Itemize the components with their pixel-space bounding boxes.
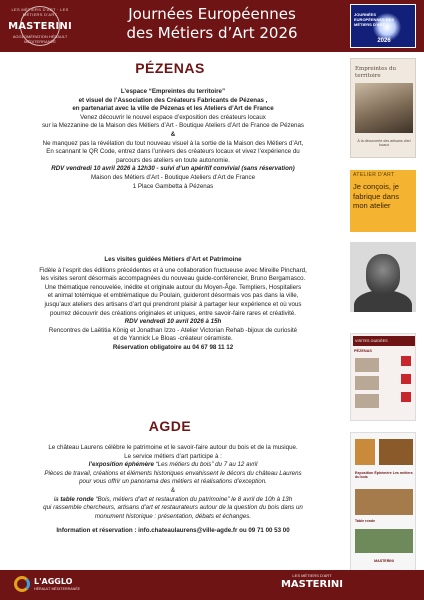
agde-poster-image — [350, 432, 416, 572]
table-ronde-detail: “Bois, métiers d’art et restauration du patrimoine” le 8 avril de 10h à 13h — [93, 495, 293, 503]
text-line: jusqu’aux ateliers des artisans d’art qui prendront plaisir à partager leur expérience et où vous — [44, 300, 302, 308]
agglo-swirl-icon — [14, 576, 30, 592]
agglo-logo — [14, 574, 94, 596]
brand-subtitle: AGGLOMÉRATION HÉRAULT MÉDITERRANÉE — [12, 34, 68, 44]
subsection-title: Les visites guidées Métiers d’Art et Patrimoine — [104, 256, 242, 263]
text-line: parcours des ateliers en toute autonomie. — [116, 156, 230, 164]
text-line — [6, 461, 340, 470]
footer-masterini-logo — [262, 573, 362, 592]
text-line: Fidèle à l’esprit des éditions précédentes et à une collaboration fructueuse avec Mireille Pinchard, — [39, 266, 307, 274]
visites-guidees-text — [6, 256, 340, 353]
footer-banner — [0, 570, 424, 600]
address-line: 1 Place Gambetta à Pézenas — [132, 182, 214, 190]
jema-logo-date: 2026 — [377, 38, 391, 44]
book-cover-image — [350, 58, 416, 158]
text-line: les visites seront désormais accompagnées du nouveau guide-conférencier, Bruno Bergamasco. — [40, 275, 306, 283]
masterini-logo — [6, 6, 74, 46]
atelier-d-art-visual — [350, 170, 416, 232]
text-line: Ne manquez pas la révélation du tout nouveau visuel à la sortie de la Maison des Métiers d’Art, — [42, 139, 304, 147]
brochure-thumbnail — [355, 394, 379, 408]
rdv-line: RDV vendredi 10 avril 2026 à 15h — [124, 318, 222, 326]
text-line: En scannant le QR Code, entrez dans l’univers des créateurs locaux et vivez l’expérience du — [46, 148, 300, 156]
text-line: et de Yannick Le Bloas -créateur céramiste. — [113, 335, 233, 343]
brochure-date-tag — [401, 392, 411, 402]
text-line: sur la Mezzanine de la Maison des Métiers d’Art - Boutique Ateliers d’Art de France de Pézenas — [41, 122, 305, 130]
text-line: Venez découvrir le nouvel espace d’exposition des créateurs locaux — [80, 113, 266, 121]
text-line: pourrez découvrir des créations originales et uniques, entre savoir-faire rares et créativité. — [50, 309, 296, 317]
poster-brand: MASTERINI — [374, 559, 394, 563]
section-title-pezenas: PÉZENAS — [135, 60, 205, 76]
jema-logo-text: JOURNÉES EUROPÉENNES DES MÉTIERS D'ART — [354, 12, 395, 27]
atelier-label: ATELIER D'ART — [353, 172, 395, 178]
text-line: pour vous offrir un panorama des métiers et réalisations d’exception. — [79, 478, 267, 486]
atelier-slogan: Je conçois, je fabrique dans mon atelier — [353, 182, 400, 211]
title-line-2: des Métiers d’Art 2026 — [126, 24, 298, 42]
text-line: qui rassemble chercheurs, artisans d’art et restaurateurs autour de la question du bois dans un — [43, 504, 303, 512]
poster-caption: Table ronde — [355, 519, 376, 523]
text-line: & — [170, 486, 176, 494]
agglo-name: L'AGGLO — [34, 577, 73, 586]
text-line: Le château Laurens célèbre le patrimoine et le savoir-faire autour du bois et de la musique. — [48, 444, 298, 451]
title-line-1: Journées Européennes — [128, 5, 296, 23]
text-line: Rencontres de Laëtitia König et Jonathan Izzo - Atelier Victorian Rehab -bijoux de curiosité — [48, 326, 298, 334]
table-ronde-label: table ronde — [60, 495, 94, 503]
text-line: et animal totémique et emblématique du Poulain, guideront désormais vos pas dans la ville, — [47, 292, 299, 300]
rdv-line: RDV vendredi 10 avril 2026 à 12h30 - suivi d’un apéritif convivial (sans réservation) — [51, 165, 295, 173]
footer-brand-subtitle: LES MÉTIERS D'ART — [292, 573, 332, 578]
portrait-face — [366, 254, 400, 294]
header-banner — [0, 0, 424, 52]
text-line: L’espace “Empreintes du territoire” — [120, 88, 226, 95]
poster-caption: Exposition Éphémère Les métiers du bois — [355, 471, 413, 480]
reservation-line: Réservation obligatoire au 04 67 98 11 12 — [112, 343, 234, 351]
brochure-date-tag — [401, 374, 411, 384]
agde-event-text — [6, 444, 340, 536]
text-line: Une thématique renouvelée, inédite et originale autour du Moyen-Âge. Templiers, Hospitaliers — [44, 283, 302, 291]
section-title-agde: AGDE — [148, 418, 192, 434]
text-line: Maison des Métiers d’Art - Boutique Ateliers d’Art de France — [90, 173, 256, 181]
page-title — [80, 5, 344, 43]
brochure-city: PÉZENAS — [354, 349, 372, 353]
agglo-subtitle: HÉRAULT MÉDITERRANÉE — [34, 587, 80, 591]
poster-photo — [355, 529, 413, 553]
text-line: et visuel de l’Association des Créateurs Fabricants de Pézenas , — [78, 96, 268, 104]
contact-line: Information et réservation : info.chateaulaurens@ville-agde.fr ou 09 71 00 53 00 — [56, 527, 290, 535]
logo-ring-text: LES MÉTIERS D'ART · LES MÉTIERS D'ART — [11, 7, 69, 17]
text-line: Le service métiers d’art participe à : — [124, 452, 222, 460]
table-ronde-prefix: la — [53, 495, 61, 503]
pezenas-event-text — [6, 88, 340, 191]
brochure-thumbnail — [355, 358, 379, 372]
text-line: & — [170, 130, 176, 138]
exposition-detail: “Les métiers du bois” du 7 au 12 avril — [153, 461, 258, 469]
poster-photo — [355, 439, 375, 465]
brochure-header: VISITES GUIDÉES — [353, 336, 415, 346]
book-photo — [355, 83, 413, 133]
text-line: Pièces de travail, créations et éléments historiques envahissent le décors du château Laurens — [44, 469, 302, 477]
text-line: en partenariat avec la ville de Pézenas et les Ateliers d’Art de France — [72, 105, 274, 113]
brand-name: MASTERINI — [8, 21, 72, 32]
exposition-label: l’exposition éphémère — [88, 461, 154, 469]
poster-photo — [355, 489, 413, 515]
book-title: Empreintes du territoire — [355, 66, 397, 79]
brochure-date-tag — [401, 356, 411, 366]
book-caption: À la découverte des artisans d'art locaux — [357, 139, 411, 148]
text-line: monument historique : présentation, débats et échanges. — [94, 512, 252, 520]
text-line — [6, 496, 340, 505]
guide-portrait-photo — [350, 242, 416, 312]
brochure-thumbnail — [355, 376, 379, 390]
footer-brand-name: MASTERINI — [280, 579, 344, 590]
poster-photo — [379, 439, 413, 465]
visites-brochure-image — [350, 333, 416, 421]
jema-logo — [350, 4, 416, 48]
